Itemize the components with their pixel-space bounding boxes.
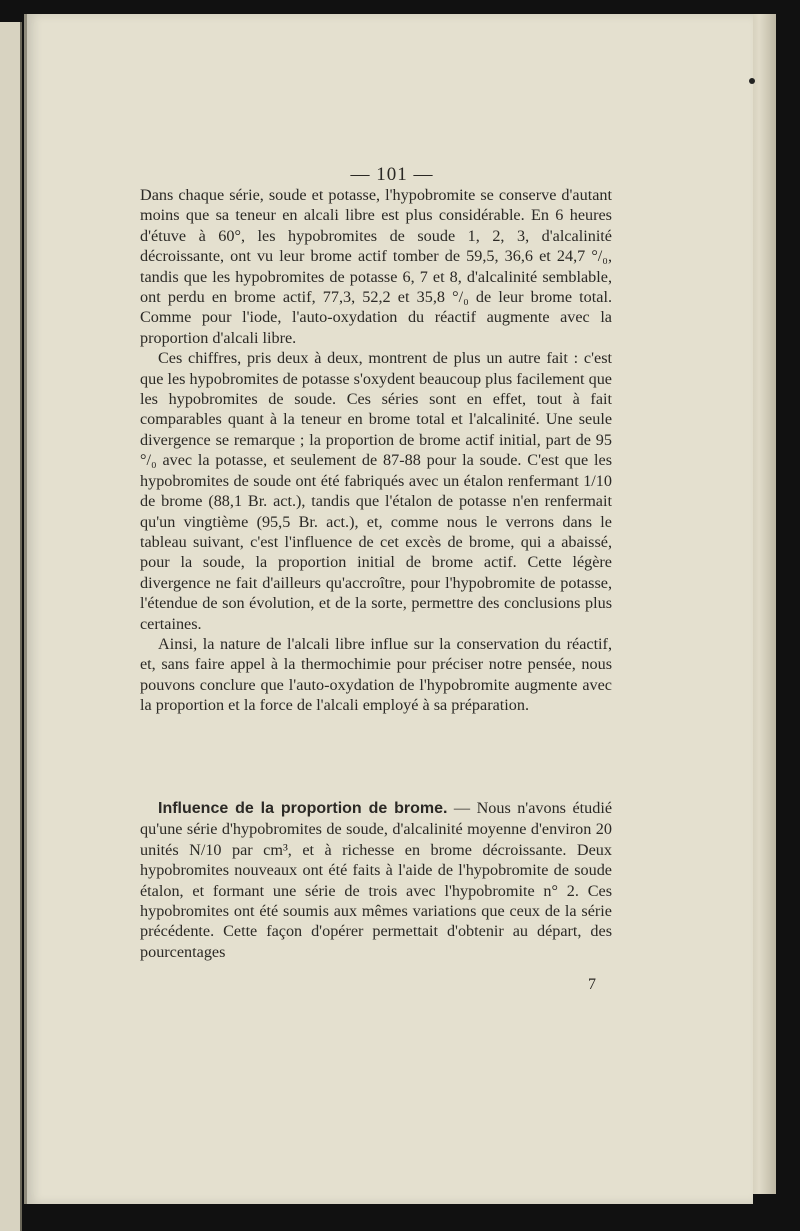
facing-page-edge — [0, 22, 22, 1231]
section-heading: Influence de la proportion de brome. — [158, 800, 448, 817]
paragraph-2: Ces chiffres, pris deux à deux, montrent de plus un autre fait : c'est que les hypobromites de potasse s'oxydent beaucoup plus facilement que les hypobromites de soude. Ces séries sont en effet, tout à fait comparables quant à la teneur en brome total et l'alcalinité. Une seule divergence se remarque ; la proportion de brome actif initial, part de 95 °/₀ avec la potasse, et seulement de 87-88 pour la soude. C'est que les hypobromites de soude ont été fabriqués avec un étalon renfermant 1/10 de brome (88,1 Br. act.), tandis que l'étalon de potasse n'en renfermait qu'un vingtième (95,5 Br. act.), et, comme nous le verrons dans le tableau suivant, c'est l'influence de cet excès de brome, qui a abaissé, pour la soude, la proportion initial de brome actif. Cette légère divergence ne fait d'ailleurs qu'accroître, pour l'hypobromite de potasse, l'étendue de son évolution, et de la sorte, permettre des conclusions plus certaines. — [140, 349, 612, 633]
paragraph-1: Dans chaque série, soude et potasse, l'hypobromite se conserve d'autant moins que sa teneur en alcali libre est plus considérable. En 6 heures d'étuve à 60°, les hypobromites de soude 1, 2, 3, d'alcalinité décroissante, ont vu leur brome actif tomber de 59,5, 36,6 et 24,7 °/₀, tandis que les hypobromites de potasse 6, 7 et 8, d'alcalinité semblable, ont perdu en brome actif, 77,3, 52,2 et 35,8 °/₀ de leur brome total. Comme pour l'iode, l'auto-oxydation du réactif augmente avec la proportion d'alcali libre. — [140, 186, 612, 347]
section-paragraph — [140, 798, 612, 962]
body-text-section — [140, 798, 612, 962]
paragraph-3: Ainsi, la nature de l'alcali libre influe sur la conservation du réactif, et, sans faire appel à la thermochimie pour préciser notre pensée, nous pouvons conclure que l'auto-oxydation de l'hypobromite augmente avec la proportion et la force de l'alcali employé à sa préparation. — [140, 634, 612, 715]
ink-dot — [749, 78, 755, 84]
page-number: — 101 — — [350, 164, 434, 185]
signature-folio: 7 — [588, 976, 596, 993]
section-body: — Nous n'avons étudié qu'une série d'hypobromites de soude, d'alcalinité moyenne d'environ 20 unités N/10 par cm³, et à richesse en brome décroissante. Deux hypobromites nouveaux ont été faits à l'aide de l'hypobromite de soude étalon, et formant une série de trois avec l'hypobromite n° 2. Ces hypobromites ont été soumis aux mêmes variations que ceux de la série précédente. Cette façon d'opérer permettait d'obtenir au départ, des pourcentages — [140, 799, 612, 961]
body-text-upper — [140, 185, 612, 716]
